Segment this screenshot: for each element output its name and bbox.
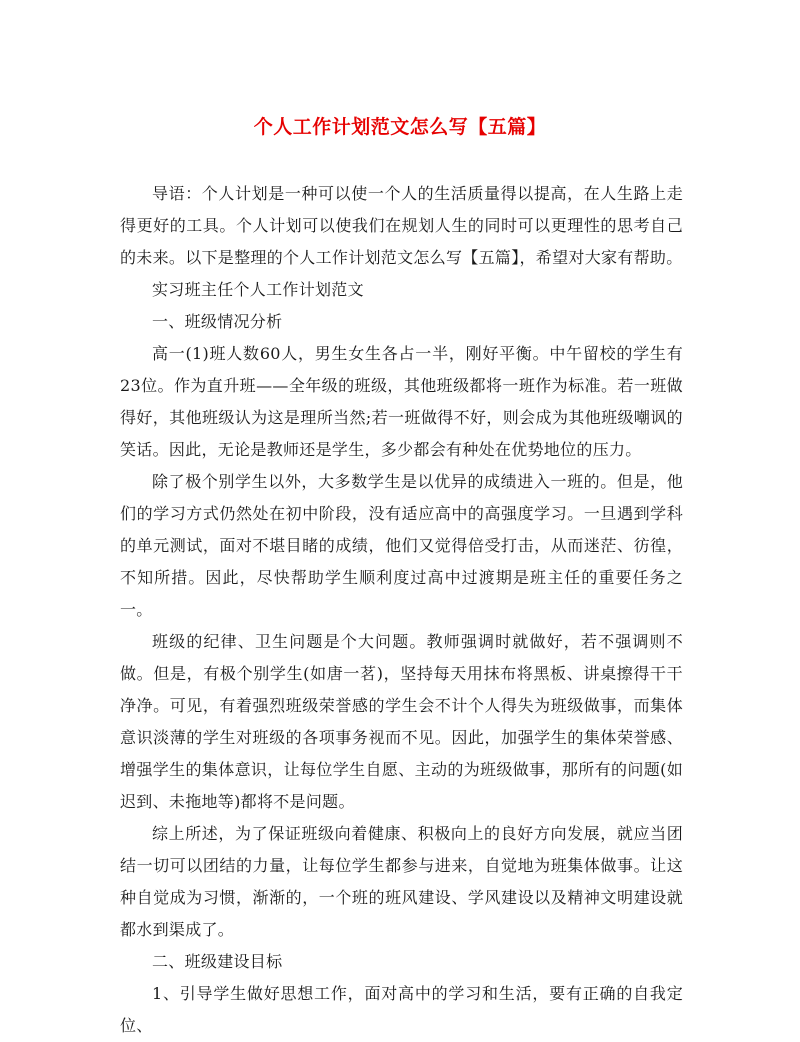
body-paragraph: 除了极个别学生以外，大多数学生是以优异的成绩进入一班的。但是，他们的学习方式仍然处在初中阶段，没有适应高中的高强度学习。一旦遇到学科的单元测试，面对不堪目睹的成绩，他们又觉得倍受打击，从而迷茫、彷徨，不知所措。因此，尽快帮助学生顺利度过高中过渡期是班主任的重要任务之一。: [120, 472, 683, 619]
subsection-heading: 二、班级建设目标: [152, 952, 283, 971]
section-heading: 实习班主任个人工作计划范文: [152, 280, 364, 299]
intro-paragraph: 导语：个人计划是一种可以使一个人的生活质量得以提高，在人生路上走得更好的工具。个人计划可以使我们在规划人生的同时可以更理性的思考自己的未来。以下是整理的个人工作计划范文怎么写【五篇】，希望对大家有帮助。: [120, 184, 683, 267]
document-body: [120, 178, 683, 1042]
body-paragraph: 1、引导学生做好思想工作，面对高中的学习和生活，要有正确的自我定位、: [120, 984, 683, 1035]
body-paragraph: 综上所述，为了保证班级向着健康、积极向上的良好方向发展，就应当团结一切可以团结的力量，让每位学生都参与进来，自觉地为班集体做事。让这种自觉成为习惯，渐渐的，一个班的班风建设、学风建设以及精神文明建设就都水到渠成了。: [120, 824, 683, 939]
body-paragraph: 班级的纪律、卫生问题是个大问题。教师强调时就做好，若不强调则不做。但是，有极个别学生(如唐一茗)，坚持每天用抹布将黑板、讲桌擦得干干净净。可见，有着强烈班级荣誉感的学生会不计个人得失为班级做事，而集体意识淡薄的学生对班级的各项事务视而不见。因此，加强学生的集体荣誉感、增强学生的集体意识，让每位学生自愿、主动的为班级做事，那所有的问题(如迟到、未拖地等)都将不是问题。: [120, 632, 683, 811]
document-title: 个人工作计划范文怎么写【五篇】: [253, 116, 547, 138]
body-paragraph: 高一(1)班人数60人，男生女生各占一半，刚好平衡。中午留校的学生有23位。作为直升班——全年级的班级，其他班级都将一班作为标准。若一班做得好，其他班级认为这是理所当然;若一班做得不好，则会成为其他班级嘲讽的笑话。因此，无论是教师还是学生，多少都会有种处在优势地位的压力。: [120, 344, 683, 459]
subsection-heading: 一、班级情况分析: [152, 312, 283, 331]
